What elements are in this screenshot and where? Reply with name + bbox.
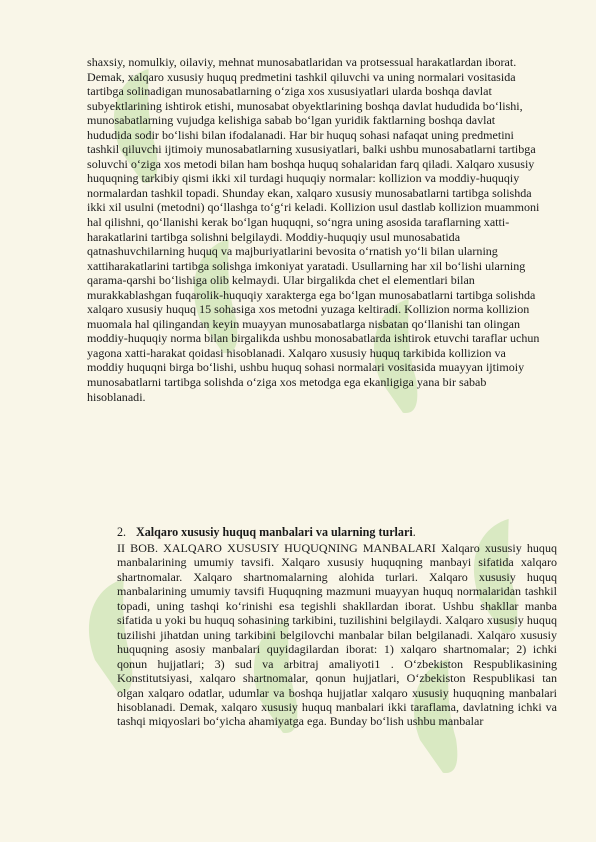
section-heading xyxy=(117,525,557,540)
heading-period: . xyxy=(412,525,416,539)
heading-title: Xalqaro xususiy huquq manbalari va ularning turlari xyxy=(136,525,413,539)
body-paragraph-2: II BOB. XALQARO XUSUSIY HUQUQNING MANBALARI Xalqaro xususiy huquq manbalarining umumiy tavsifi. Xalqaro xususiy huquqning manbayi sifatida xalqaro shartnomalar. Xalqaro shartnomalarning alohida turlari. Xalqaro xususiy huquq manbalarining umumiy tavsifi Huquqning mazmuni muayyan huquq normalaridan tashkil topadi, uning tashqi ko‘rinishi esa tegishli shakllardan iborat. Ushbu shakllar manba sifatida u yoki bu huquq sohasining tarkibini, tuzilishini belgilaydi. Xalqaro xususiy huquq tuzilishi jihatdan uning tarkibini belgilovchi manbalar bilan belgilanadi. Xalqaro xususiy huquqning asosiy manbalari quyidagilardan iborat: 1) xalqaro shartnomalar; 2) ichki qonun hujjatlari; 3) sud va arbitraj amaliyoti1 . O‘zbekiston Respublikasining Konstitutsiyasi, xalqaro shartnomalar, qonun hujjatlari, O‘zbekiston Respublikasi tan olgan xalqaro odatlar, udumlar va boshqa hujjatlar xalqaro xususiy huquqning manbalari hisoblanadi. Demak, xalqaro xususiy huquq manbalari ikki taraflama, davlatning ichki va tashqi miqyoslari bo‘yicha ahamiyatga ega. Bunday bo‘lish ushbu manbalar xyxy=(117,541,557,729)
heading-number: 2. xyxy=(117,525,127,539)
body-paragraph-1: shaxsiy, nomulkiy, oilaviy, mehnat munosabatlaridan va protsessual harakatlardan iborat. Demak, xalqaro xususiy huquq predmetini tashkil qiluvchi va uning normalari vositasida tartibga solinadigan munosabatlarning o‘ziga xos xususiyatlari ularda boshqa davlat subyektlarining ishtirok etishi, munosabat obyektlarining boshqa davlat hududida bo‘lishi, munosabatlarning vujudga kelishiga sabab bo‘lgan yuridik faktlarning boshqa davlat hududida sodir bo‘lishi bilan ifodalanadi. Har bir huquq sohasi nafaqat uning predmetini tashkil qiluvchi ijtimoiy munosabatlarning xususiyatlari, balki ushbu munosabatlarni tartibga soluvchi o‘ziga xos metodi bilan ham boshqa huquq sohalaridan farq qiladi. Xalqaro xususiy huquqning tarkibiy qismi ikki xil turdagi huquqiy normalar: kollizion va moddiy-huquqiy normalardan tashkil topadi. Shunday ekan, xalqaro xususiy munosabatlarni tartibga solishda ikki xil usulni (metodni) qo‘llashga to‘g‘ri keladi. Kollizion usul dastlab kollizion muammoni hal qilishni, qo‘llanishi kerak bo‘lgan huquqni, so‘ngra uning asosida taraflarning xatti-harakatlarini tartibga solishni belgilaydi. Moddiy-huquqiy usul munosabatida qatnashuvchilarning huquq va majburiyatlarini bevosita o‘rnatish yo‘li bilan ularning xattiharakatlarini tartibga solishga imkoniyat yaratadi. Usullarning har xil bo‘lishi ularning qarama-qarshi bo‘lishiga olib kelmaydi. Ular birgalikda chet el elementlari bilan murakkablashgan fuqarolik-huquqiy xarakterga ega bo‘lgan munosabatlarni tartibga solishda xalqaro xususiy huquq 15 sohasiga xos metodni yuzaga keltiradi. Kollizion norma kollizion muomala hal qilingandan keyin muayyan munosabatlarga nisbatan qo‘llanishi tan olingan moddiy-huquqiy norma bilan birgalikda ushbu monosabatlarda ishtirok etuvchi taraflar uchun yagona xatti-harakat qoidasi hisoblanadi. Xalqaro xususiy huquq tarkibida kollizion va moddiy huquqni birga bo‘lishi, ushbu huquq sohasi normalari vositasida muayyan ijtimoiy munosabatlarni tartibga solishda o‘ziga xos metodga ega ekanligiga yana bir sabab hisoblanadi. xyxy=(87,55,540,404)
